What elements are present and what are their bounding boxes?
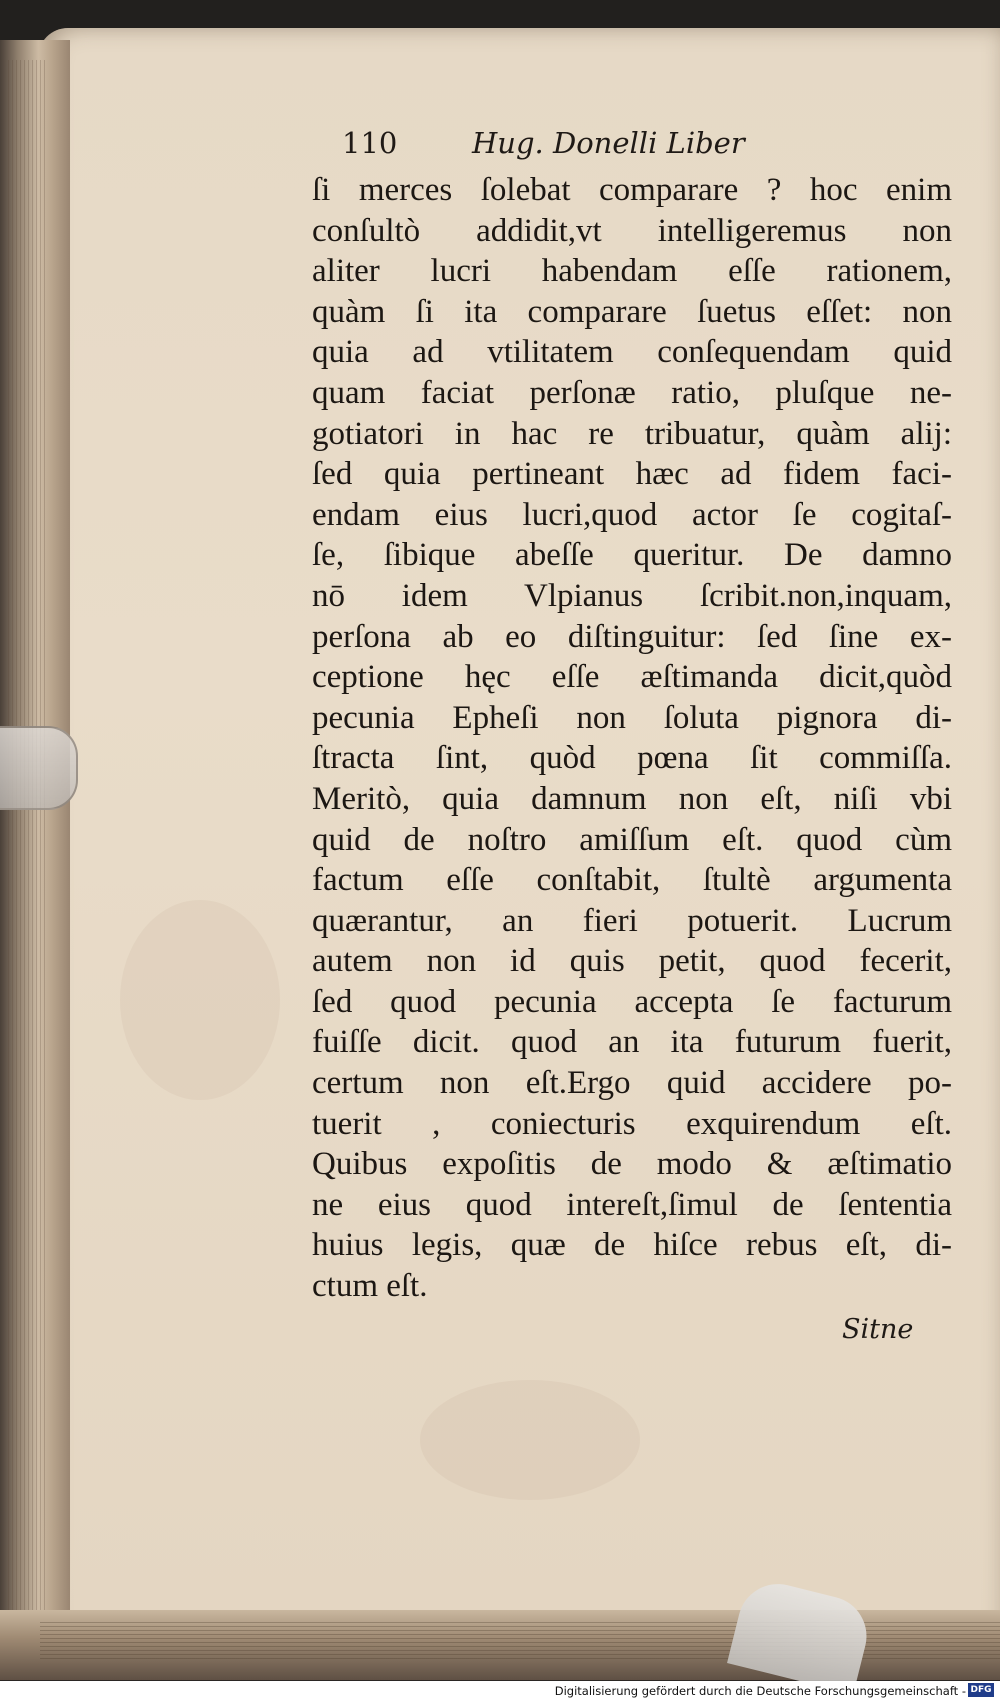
text-line: nō idem Vlpianus ſcribit.non,inquam, (312, 577, 952, 614)
text-line: quid de noſtro amiſſum eſt. quod cùm (312, 821, 952, 858)
catchword: Sitne (842, 1314, 914, 1345)
text-line: conſultò addidit,vt intelligeremus non (312, 212, 952, 249)
text-line: endam eius lucri,quod actor ſe cogitaſ- (312, 496, 952, 533)
paper-stain (120, 900, 280, 1100)
running-title: Hug. Donelli Liber (472, 126, 745, 160)
text-line: factum eſſe conſtabit, ſtultè argumenta (312, 862, 952, 899)
text-line: quam faciat perſonæ ratio, pluſque ne- (312, 374, 952, 411)
text-line: ceptione hęc eſſe æſtimanda dicit,quòd (312, 659, 952, 696)
text-line: ſed quod pecunia accepta ſe facturum (312, 983, 952, 1020)
page-number: 110 (342, 126, 398, 160)
text-line: autem non id quis petit, quod fecerit, (312, 943, 952, 980)
text-line: pecunia Epheſi non ſoluta pignora di- (312, 699, 952, 736)
text-line: certum non eſt.Ergo quid accidere po- (312, 1065, 952, 1102)
body-text (312, 170, 952, 1307)
text-line: ne eius quod intereſt,ſimul de ſententia (312, 1186, 952, 1223)
page-edges-texture (8, 60, 48, 1640)
dfg-logo-icon: DFG (968, 1683, 994, 1697)
text-line: fuiſſe dicit. quod an ita futurum fuerit, (312, 1024, 952, 1061)
text-line: Quibus expoſitis de modo & æſtimatio (312, 1146, 952, 1183)
running-head (342, 126, 802, 166)
text-line: tuerit , coniecturis exquirendum eſt. (312, 1105, 952, 1142)
text-line: perſona ab eo diſtinguitur: ſed ſine ex- (312, 618, 952, 655)
funding-credit: Digitalisierung gefördert durch die Deutsche Forschungsgemeinschaft - (554, 1684, 966, 1698)
text-line: Meritò, quia damnum non eſt, niſi vbi (312, 780, 952, 817)
text-line: ſe, ſibique abeſſe queritur. De damno (312, 537, 952, 574)
text-line: ctum eſt. (312, 1268, 428, 1305)
text-line: ſtracta ſint, quòd pœna ſit commiſſa. (312, 740, 952, 777)
text-line: quàm ſi ita comparare ſuetus eſſet: non (312, 293, 952, 330)
text-line: quia ad vtilitatem conſequendam quid (312, 334, 952, 371)
text-line: quærantur, an fieri potuerit. Lucrum (312, 902, 952, 939)
text-line: aliter lucri habendam eſſe rationem, (312, 253, 952, 290)
text-line: ſi merces ſolebat comparare ? hoc enim (312, 172, 952, 208)
page-clip-left (0, 726, 78, 810)
text-line: ſed quia pertineant hæc ad fidem faci- (312, 456, 952, 493)
text-line: huius legis, quæ de hiſce rebus eſt, di- (312, 1227, 952, 1264)
text-line: gotiatori in hac re tribuatur, quàm alij: (312, 415, 952, 452)
paper-stain (420, 1380, 640, 1500)
